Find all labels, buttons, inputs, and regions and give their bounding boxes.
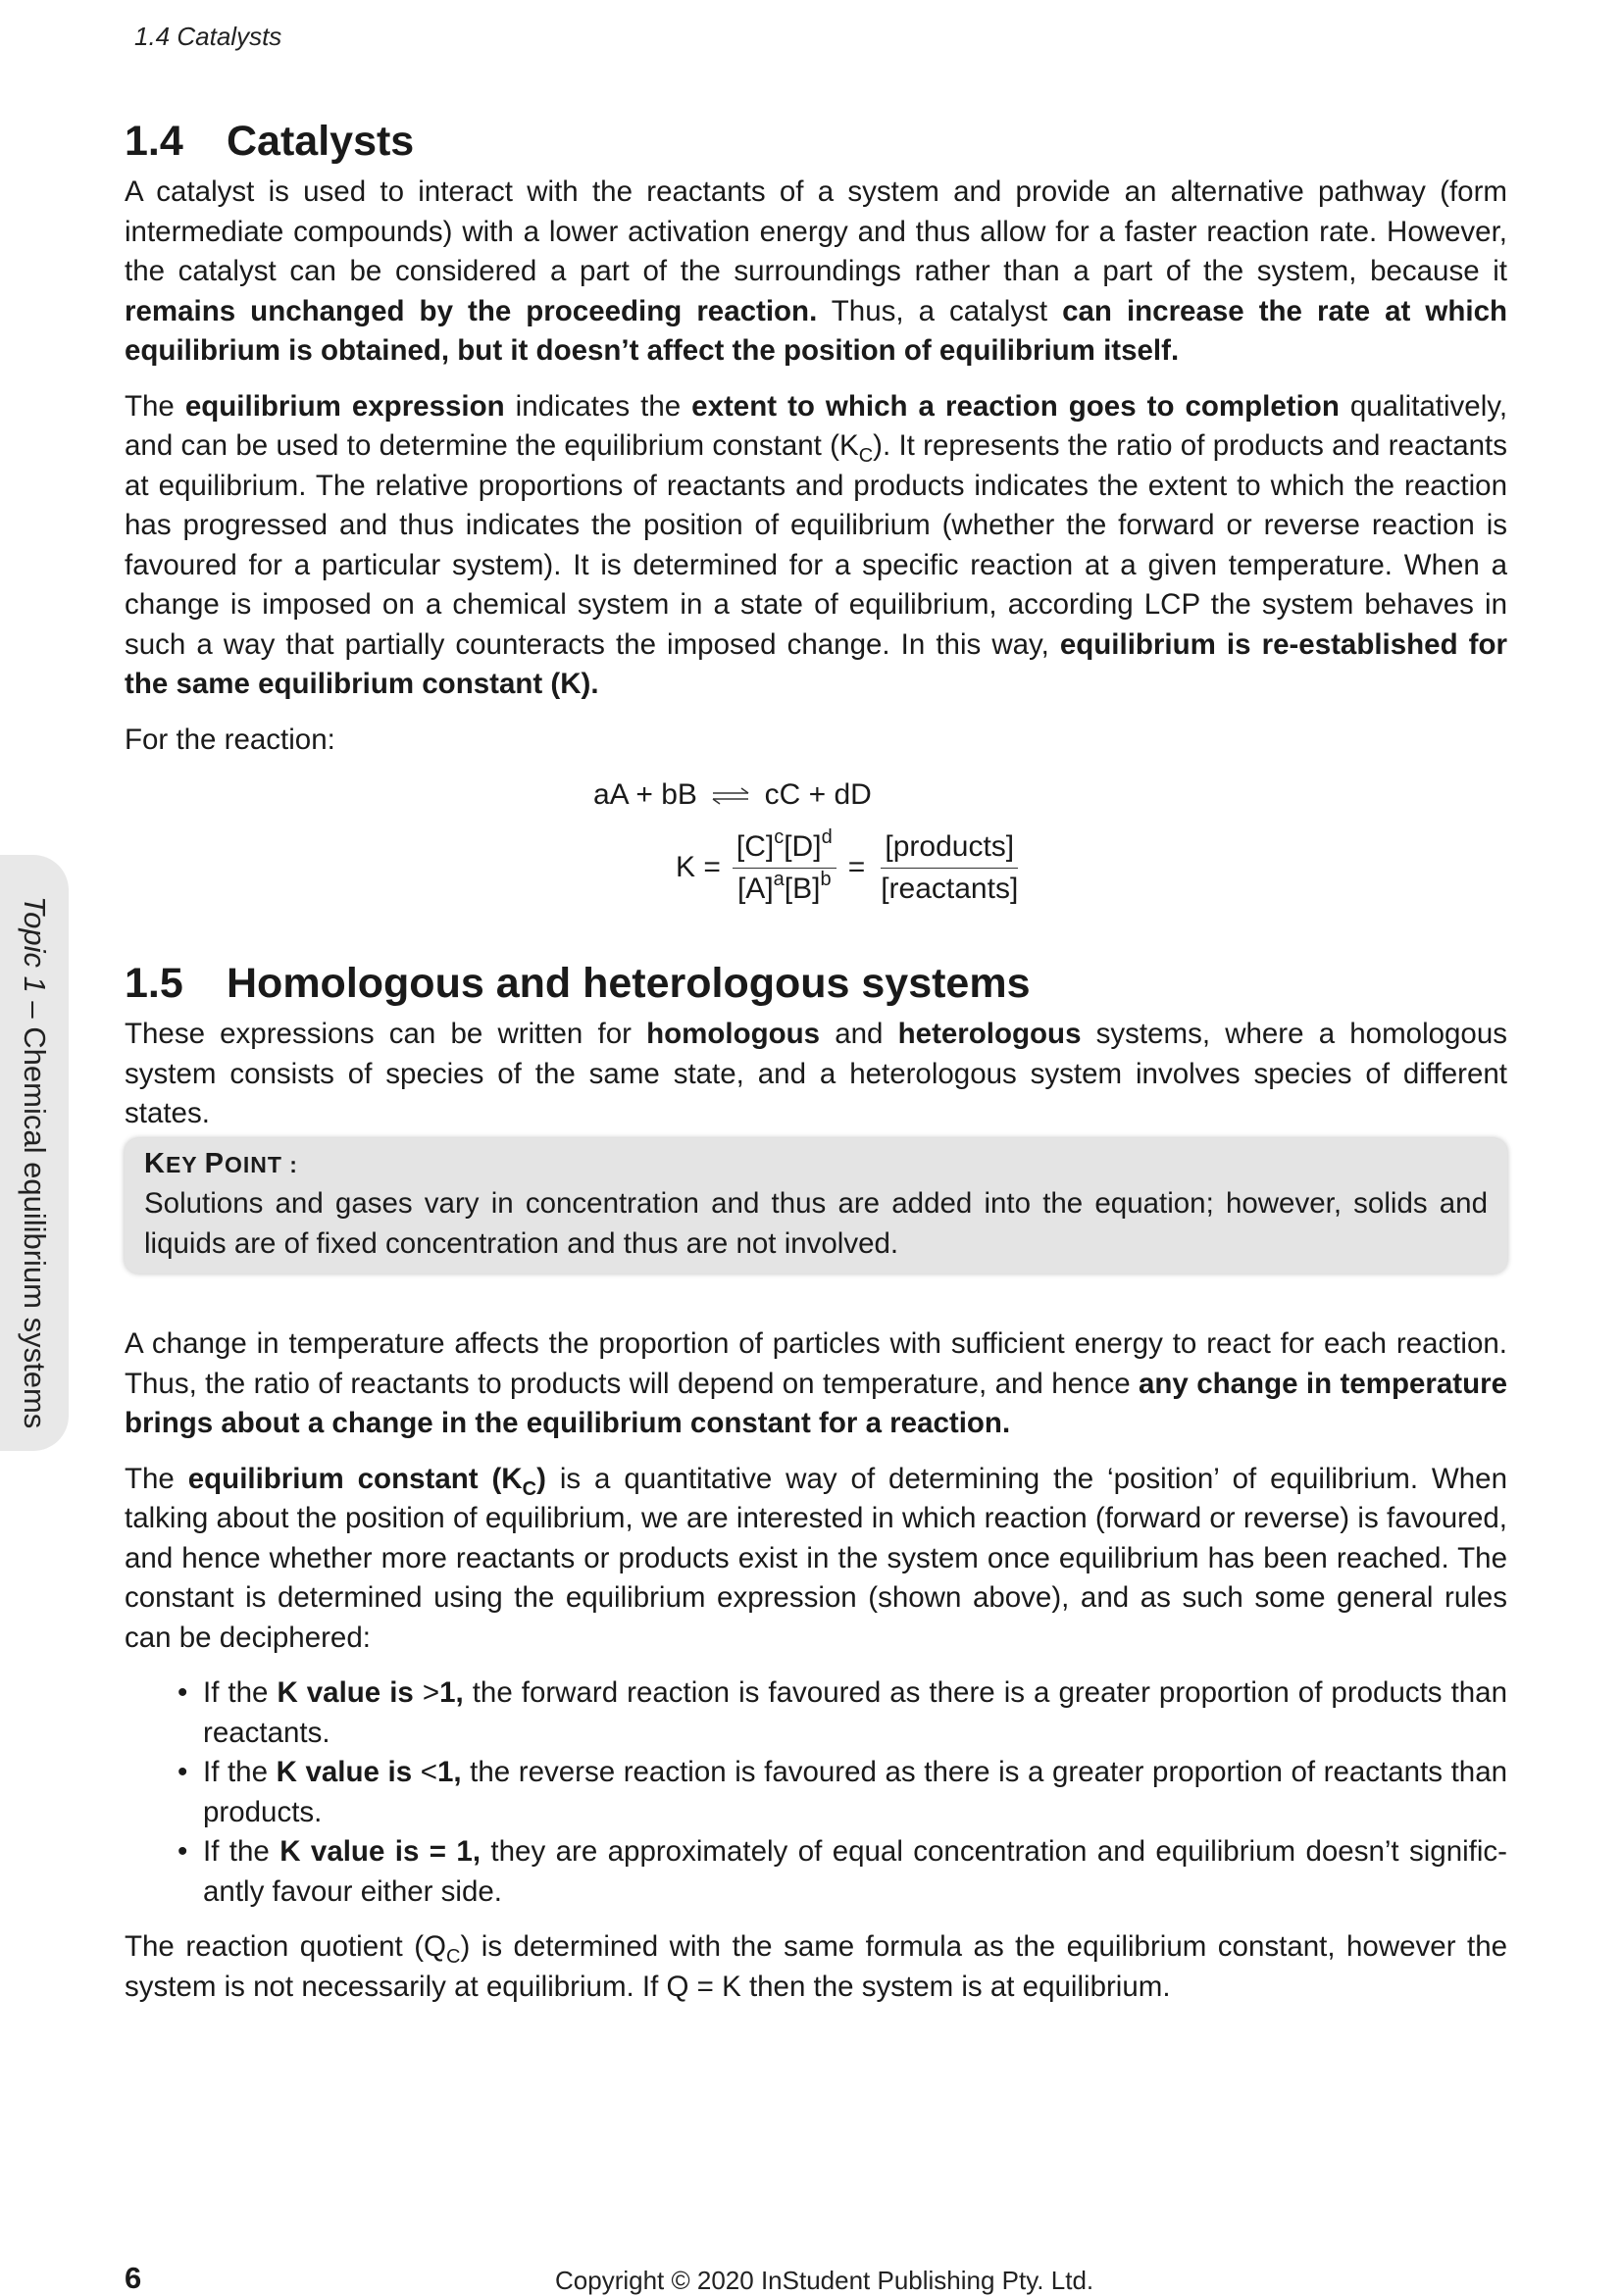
side-tab-label: Topic 1 – Chemical equilibrium systems bbox=[18, 896, 52, 1429]
key-point-text: Solutions and gases vary in concentration and thus are added into the equation; however, solids and liquids are of fixed concentration and thus are not involved. bbox=[144, 1187, 1488, 1260]
section-heading-catalysts: 1.4 Catalysts bbox=[125, 118, 415, 165]
equilibrium-expression-paragraph: The equilibrium expression indicates the extent to which a reaction goes to completion qualitatively, and can be used to determine the equilibrium constant $(K_C)$. It represents the ratio of products and reactants at equilibrium. The relative proportions of reactants and products indicates the extent to which the reaction has progressed and thus indicates the position of equilibrium (whether the forward or reverse reaction is favoured for a particular system). It is determined for a specific reaction at a given temperature. When a change is imposed on a chemical system in a state of equilibrium, according LCP the system behaves in such a way that partially counteracts the imposed change. In this way, equilibrium is re-established for the same equilibrium constant (K). bbox=[125, 389, 1508, 700]
temperature-paragraph: A change in temperature affects the proportion of particles with sufficient energy to react for each reaction. Thus, the ratio of reactants to products will depend on temperature, and hence any change in temperature brings about a change in the equilibrium constant for a reaction. bbox=[125, 1327, 1507, 1439]
page-content bbox=[125, 116, 1507, 2022]
key-point-box bbox=[125, 1138, 1507, 1274]
reaction-quotient-paragraph: The reaction quotient $(Q_C)$ is determined with the same formula as the equilibrium constant, however the system is not necessarily at equilibrium. If Q = K then the system is at equilibrium. bbox=[125, 1930, 1508, 2003]
running-head: 1.4 Catalysts bbox=[134, 22, 282, 51]
equilibrium-equation bbox=[125, 775, 1507, 923]
homologous-paragraph: These expressions can be written for homologous and heterologous systems, where a homologous system consists of species of the same state, and a heterologous system involves species of different states. bbox=[125, 1018, 1507, 1129]
for-the-reaction-text: For the reaction: bbox=[125, 723, 335, 756]
concentration-fraction: $\frac{[C]^c[D]^d}{[A]^a[B]^b}$ bbox=[733, 828, 836, 908]
list-item: • If the K value is >1, the forward reaction is favoured as there is a greater proportion of products than reactants. bbox=[203, 1673, 1507, 1753]
list-item: • If the K value is <1, the reverse reaction is favoured as there is a greater proportion of reactants than products. bbox=[203, 1753, 1507, 1832]
k-value-rules-list bbox=[125, 1673, 1507, 1912]
equilibrium-constant-paragraph: The equilibrium constant $(K_C)$ is a quantitative way of determining the ‘position’ of equilibrium. When talking about the position of equilibrium, we are interested in which reaction (forward or reverse) is favoured, and hence whether more reactants or products exist in the system once equilibrium has been reached. The constant is determined using the equilibrium expression (shown above), and as such some general rules can be deciphered: bbox=[125, 1462, 1507, 1654]
catalyst-paragraph: A catalyst is used to interact with the reactants of a system and provide an alternative pathway (form intermediate compounds) with a lower activation energy and thus allow for a faster reaction rate. However, the catalyst can be considered a part of the surroundings rather than a part of the system, because it remains unchanged by the proceeding reaction. Thus, a catalyst can increase the rate at which equilibrium is obtained, but it doesn’t affect the position of equilibrium itself. bbox=[125, 175, 1507, 367]
equilibrium-constant-expression: K = $\frac{[C]^c[D]^d}{[A]^a[B]^b}$ = $\frac{\text{[products]}}{\text{[reactants]}}$ bbox=[676, 819, 1034, 917]
side-tab bbox=[0, 855, 69, 1451]
products-reactants-fraction: $\frac{\text{[products]}}{\text{[reactants]}}$ bbox=[881, 829, 1019, 905]
list-item: • If the K value is = 1, they are approximately of equal concentration and equilibrium doesn’t signific-antly favour either side. bbox=[203, 1832, 1507, 1912]
page-number: 6 bbox=[125, 2261, 142, 2295]
reaction-equation: aA + bB cC + dD bbox=[593, 778, 872, 811]
section-heading-homologous: 1.5 Homologous and heterologous systems bbox=[125, 960, 1031, 1007]
copyright-notice: Copyright © 2020 InStudent Publishing Pty. Ltd. bbox=[555, 2266, 1094, 2295]
equilibrium-arrows-icon bbox=[709, 786, 752, 806]
key-point-title: KEY POINT : bbox=[144, 1147, 298, 1179]
